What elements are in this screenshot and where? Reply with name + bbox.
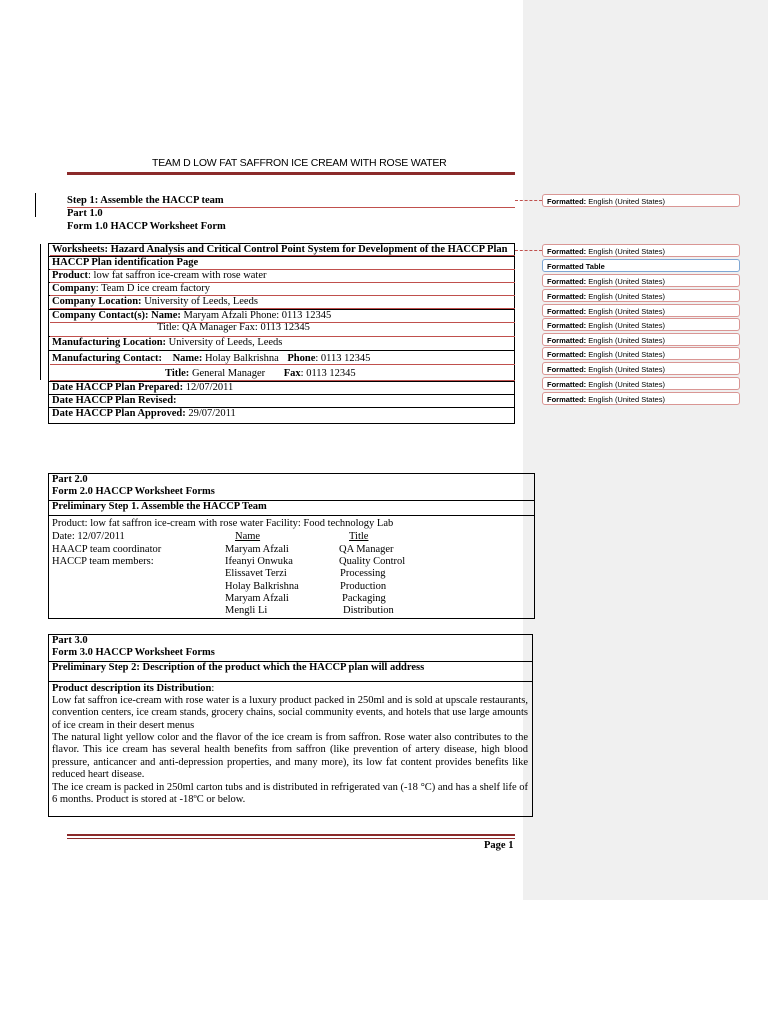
balloon-text: English (United States) [586,321,665,330]
balloon-label: Formatted: [547,321,587,330]
comment-balloon[interactable] [542,289,740,302]
form2-product-line: Product: low fat saffron ice-cream with rose water Facility: Food technology Lab [52,518,394,529]
form2-step: Preliminary Step 1. Assemble the HACCP Team [52,501,267,512]
balloon-label: Formatted: [547,197,587,206]
revision-underline [67,207,515,208]
comment-balloon[interactable] [542,392,740,405]
form3-step: Preliminary Step 2: Description of the product which the HACCP plan will address [52,662,425,673]
balloon-text: English (United States) [586,247,665,256]
mfg-name-label: Name: [172,353,203,364]
team-member-title: Quality Control [339,556,406,567]
product-value: : low fat saffron ice-cream with rose water [87,270,267,281]
team-member-name: Elissavet Terzi [225,568,287,579]
comment-balloon[interactable] [542,194,740,207]
revision-underline [50,282,515,283]
mfg-location-value: University of Leeds, Leeds [166,337,283,348]
balloon-text: English (United States) [586,292,665,301]
step1-heading: Step 1: Assemble the HACCP team [67,195,224,206]
revision-underline [50,295,515,296]
form1-approved-row [49,408,514,423]
balloon-label: Formatted: [547,277,587,286]
document-title: TEAM D LOW FAT SAFFRON ICE CREAM WITH ROSE WATER [152,157,447,169]
comment-balloon[interactable] [542,274,740,287]
balloon-text: English (United States) [586,336,665,345]
balloon-text: English (United States) [586,197,665,206]
form1-table [48,243,515,424]
team-member-title: Production [340,581,387,592]
comment-balloon[interactable] [542,244,740,257]
form1-mfg-contact-row [49,351,514,382]
comment-balloon[interactable] [542,304,740,317]
col-title-header: Title [349,531,369,542]
coordinator-label: HAACP team coordinator [52,544,162,555]
desc-paragraph-3: The ice cream is packed in 250ml carton tubs and is distributed in refrigerated van (-18 °C) and has a shelf life of 6 months. Product is stored at -18ºC or below. [52,782,528,806]
balloon-text: English (United States) [586,365,665,374]
revised-label: Date HACCP Plan Revised: [52,395,177,406]
team-member-title: Packaging [342,593,386,604]
approved-label: Date HACCP Plan Approved: [52,408,186,419]
form1-contacts-row [49,310,514,337]
balloon-text: English (United States) [586,277,665,286]
form3-header-row [49,635,532,662]
mfg-contact-label: Manufacturing Contact: [52,353,162,364]
balloon-text: English (United States) [586,350,665,359]
id-page-title: HACCP Plan identification Page [52,257,199,268]
comment-balloon[interactable] [542,362,740,375]
desc-colon: : [211,683,215,694]
balloon-label: Formatted: [547,307,587,316]
form1-revised-row [49,395,514,408]
balloon-text: English (United States) [586,307,665,316]
company-label: Company [52,283,96,294]
revision-underline [50,322,515,323]
comment-balloon[interactable] [542,377,740,390]
title-rule [67,172,515,175]
footer-rule-thin [67,838,515,839]
product-label: Product [52,270,88,281]
desc-paragraph-2: The natural light yellow color and the flavor of the ice cream is from saffron. Rose water also contributes to the flavor. This ice cream has several health benefits from saffron (like prevention of artery disease, high blood pressure, anticancer and anti-depression properties, and many more), its low fat content provides benefits like reduced heart disease. [52,732,528,781]
mfg-phone-label: Phone [287,353,316,364]
comment-balloon[interactable] [542,347,740,360]
balloon-label: Formatted: [547,395,587,404]
form1-prepared-row [49,382,514,395]
balloon-label: Formatted: [547,247,587,256]
comment-balloon[interactable] [542,333,740,346]
comment-connector [515,200,542,201]
comment-balloon[interactable] [542,318,740,331]
balloon-text: English (United States) [586,395,665,404]
balloon-label: Formatted: [547,336,587,345]
change-bar [35,193,36,217]
company-value: : Team D ice cream factory [95,283,210,294]
prepared-label: Date HACCP Plan Prepared: [52,382,184,393]
mfg-fax-value: : 0113 12345 [300,368,356,379]
desc-heading: Product description its Distribution [52,683,212,694]
footer-rule [67,834,515,836]
location-label: Company Location: [52,296,142,307]
revision-underline [50,255,515,256]
form2-header-row [49,474,534,501]
mfg-name-value: Holay Balkrishna [202,353,279,364]
contacts-value: Maryam Afzali Phone: 0113 12345 [180,310,332,321]
form3-step-row [49,662,532,682]
revision-underline [50,269,515,270]
form3-body [49,682,532,816]
worksheets-title: Worksheets: Hazard Analysis and Critical Control Point System for Development of the HACCP Plan [52,244,508,255]
col-name-header: Name [235,531,261,542]
form2-body [49,516,534,618]
part2-label: Part 2.0 [52,474,88,485]
form2-label: Form 2.0 HACCP Worksheet Forms [52,486,215,497]
team-member-title: Processing [340,568,386,579]
revision-underline [50,380,515,381]
page-number: Page 1 [484,840,514,851]
revision-underline [50,308,515,309]
contacts-line2: Title: QA Manager Fax: 0113 12345 [157,322,310,333]
form3-label: Form 3.0 HACCP Worksheet Forms [52,647,215,658]
team-member-name: Maryam Afzali [225,593,289,604]
members-label: HACCP team members: [52,556,154,567]
approved-value: 29/07/2011 [185,408,236,419]
balloon-label: Formatted: [547,292,587,301]
balloon-label: Formatted: [547,380,587,389]
revision-underline [50,336,515,337]
balloon-label: Formatted: [547,365,587,374]
form2-table [48,473,535,619]
form2-date-line: Date: 12/07/2011 [52,531,125,542]
change-bar [40,244,41,380]
team-member-name: Holay Balkrishna [225,581,299,592]
team-member-name: Mengli Li [225,605,268,616]
location-value: University of Leeds, Leeds [141,296,258,307]
revision-underline [50,364,515,365]
mfg-title-value: General Manager [189,368,266,379]
mfg-location-label: Manufacturing Location: [52,337,167,348]
balloon-label: Formatted Table [547,262,605,271]
team-member-name: Ifeanyi Onwuka [225,556,293,567]
mfg-fax-label: Fax [283,368,301,379]
part3-label: Part 3.0 [52,635,88,646]
mfg-phone-value: : 0113 12345 [315,353,371,364]
form1-mfg-location-row [49,337,514,351]
form3-table [48,634,533,817]
part1-label: Part 1.0 [67,208,103,219]
form2-step-row [49,501,534,516]
prepared-value: 12/07/2011 [183,382,234,393]
contacts-label: Company Contact(s): Name: [52,310,181,321]
comment-connector [515,250,542,251]
form1-label: Form 1.0 HACCP Worksheet Form [67,221,226,232]
balloon-label: Formatted: [547,350,587,359]
team-member-title: QA Manager [339,544,394,555]
team-member-title: Distribution [343,605,394,616]
comment-balloon[interactable] [542,259,740,272]
balloon-text: English (United States) [586,380,665,389]
desc-paragraph-1: Low fat saffron ice-cream with rose water is a luxury product packed in 250ml and is sold at upscale restaurants, convention centers, ice cream stands, grocery chains, social community events, and hotels that use large amounts of ice cream in their desert menus [52,695,528,731]
team-member-name: Maryam Afzali [225,544,289,555]
mfg-title-label: Title: [165,368,190,379]
